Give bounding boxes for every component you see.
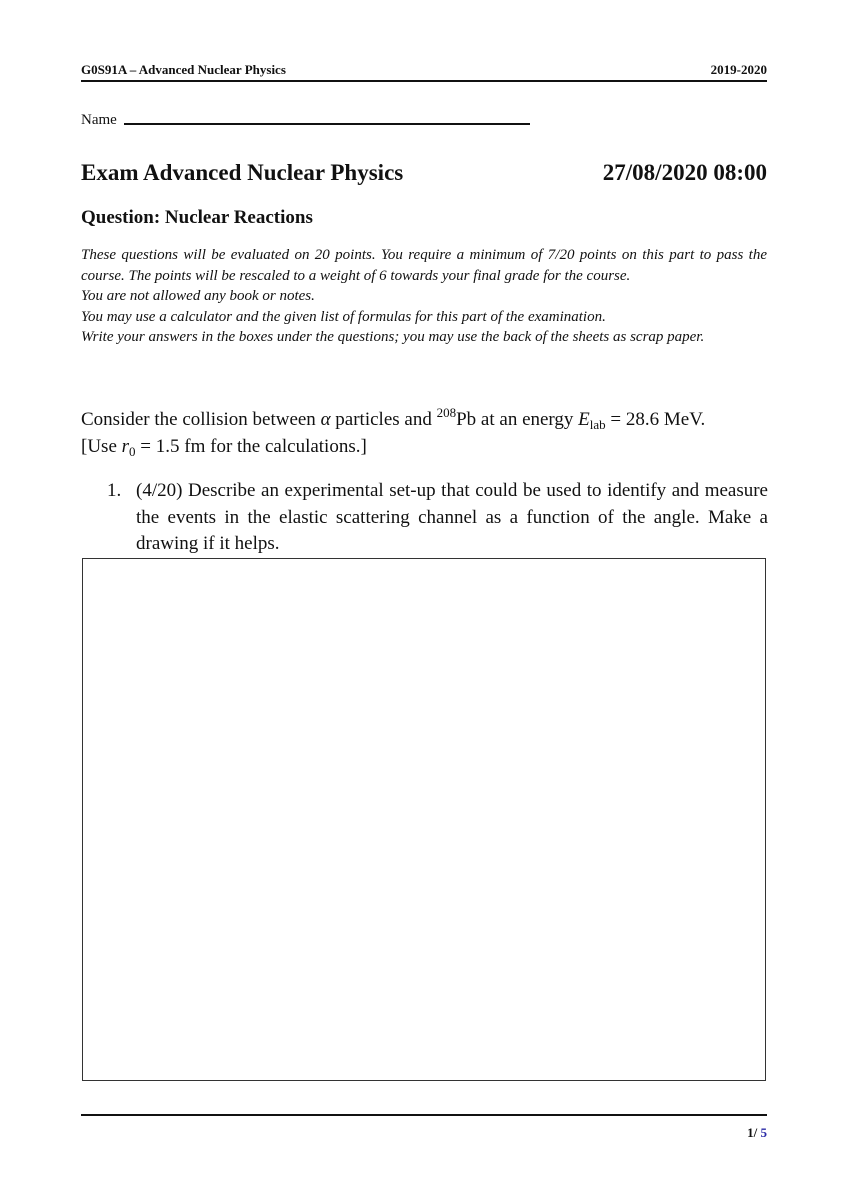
question-text: (4/20) Describe an experimental set-up that could be used to identify and measure the events in the elastic scattering channel as a function of the angle. Make a drawing if it helps. [136,480,768,554]
energy-symbol: E [578,409,590,430]
radius-value: = 1.5 fm for the calculations.] [135,436,367,457]
instruction-answer-boxes: Write your answers in the boxes under the questions; you may use the back of the sheets as scrap paper. [81,329,705,345]
academic-year: 2019-2020 [710,62,767,77]
question-heading: Question: Nuclear Reactions [81,207,313,228]
alpha-symbol: α [320,409,331,430]
problem-line-2 [81,433,771,460]
name-label: Name [81,112,117,128]
answer-box[interactable] [82,558,766,1081]
intro-text: [Use [81,436,122,457]
instructions [81,245,767,348]
exam-datetime: 27/08/2020 08:00 [602,160,767,185]
radius-subscript: 0 [129,444,136,459]
problem-statement [81,406,771,460]
exam-title: Exam Advanced Nuclear Physics [81,160,404,185]
element-symbol: Pb [456,409,477,430]
page-total-link[interactable]: 5 [757,1125,767,1140]
page-number [747,1125,767,1141]
instruction-no-books: You are not allowed any book or notes. [81,288,315,304]
intro-text: particles and [330,409,437,430]
mass-number: 208 [436,405,457,420]
header-rule [81,80,767,82]
problem-line-1 [81,406,771,433]
name-field [81,112,541,134]
energy-value: = 28.6 MeV. [605,409,706,430]
running-header [81,62,767,82]
intro-text: at an energy [476,409,579,430]
intro-text: Consider the collision between [81,409,321,430]
radius-symbol: r [121,436,130,457]
page-current: 1/ [747,1125,758,1140]
footer-rule [81,1114,767,1116]
course-code-title: G0S91A – Advanced Nuclear Physics [81,62,286,77]
energy-subscript: lab [589,417,606,432]
instruction-calculator: You may use a calculator and the given list of formulas for this part of the examination. [81,308,606,325]
name-underline[interactable] [124,123,530,125]
question-number: 1. [107,480,122,501]
instruction-points: These questions will be evaluated on 20 points. You require a minimum of 7/20 points on this part to pass the course. The points will be rescaled to a weight of 6 towards your final grade for the course. [81,247,767,284]
